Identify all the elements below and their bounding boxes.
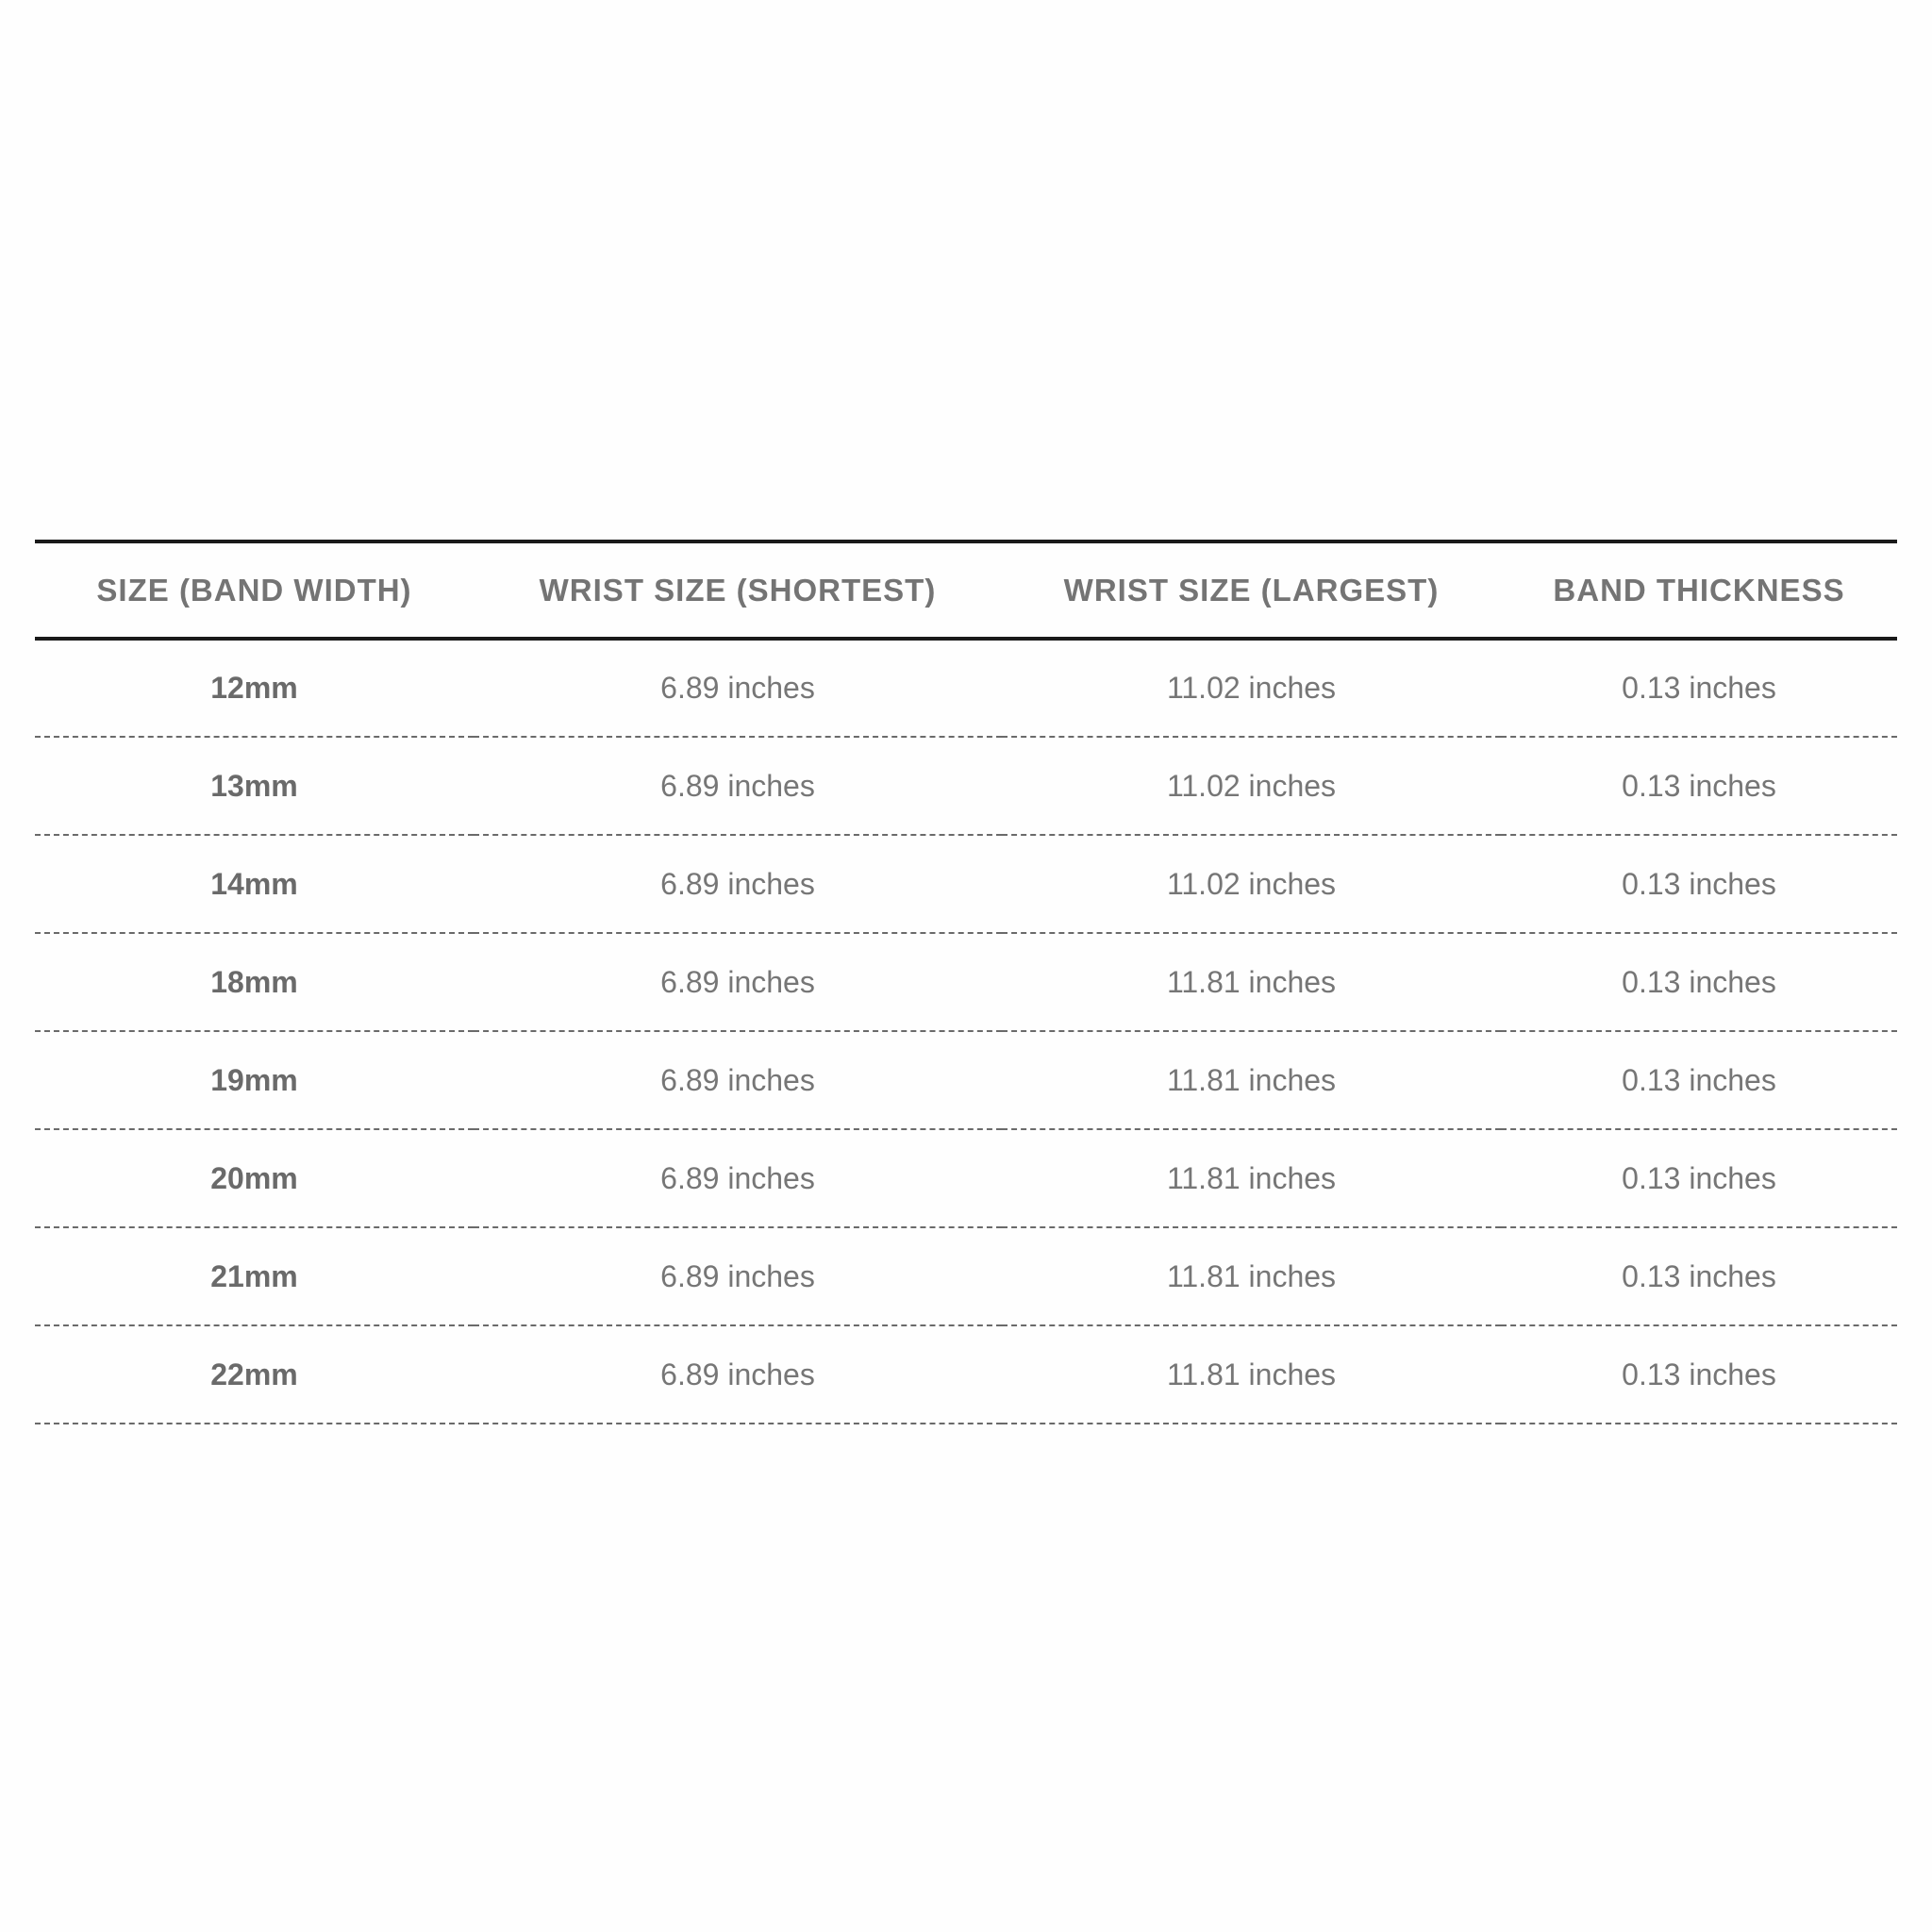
size-chart-table (35, 540, 1897, 1424)
wrist-largest-cell: 11.81 inches (1166, 964, 1337, 999)
band-thickness-cell: 0.13 inches (1622, 671, 1776, 705)
wrist-shortest-cell: 6.89 inches (660, 1160, 815, 1195)
wrist-shortest-cell: 6.89 inches (660, 1258, 815, 1293)
table-row (35, 933, 1897, 1031)
size-cell: 12mm (210, 671, 298, 705)
size-cell: 21mm (210, 1258, 298, 1293)
table-header (35, 541, 1897, 639)
header-band-thickness: BAND THICKNESS (1553, 572, 1845, 608)
band-thickness-cell: 0.13 inches (1622, 1062, 1776, 1097)
table-row (35, 835, 1897, 933)
band-thickness-cell: 0.13 inches (1622, 768, 1776, 803)
size-cell: 19mm (210, 1062, 298, 1097)
table-row (35, 1031, 1897, 1129)
table-row (35, 1325, 1897, 1424)
wrist-shortest-cell: 6.89 inches (660, 1357, 815, 1391)
wrist-largest-cell: 11.81 inches (1166, 1160, 1337, 1195)
size-chart-container (35, 540, 1897, 1424)
wrist-shortest-cell: 6.89 inches (660, 866, 815, 901)
wrist-largest-cell: 11.81 inches (1166, 1357, 1337, 1391)
wrist-largest-cell: 11.02 inches (1166, 866, 1337, 901)
wrist-largest-cell: 11.81 inches (1166, 1258, 1337, 1293)
wrist-shortest-cell: 6.89 inches (660, 964, 815, 999)
wrist-largest-cell: 11.02 inches (1166, 768, 1337, 803)
wrist-largest-cell: 11.02 inches (1166, 671, 1337, 705)
band-thickness-cell: 0.13 inches (1622, 1258, 1776, 1293)
wrist-shortest-cell: 6.89 inches (660, 671, 815, 705)
band-thickness-cell: 0.13 inches (1622, 1160, 1776, 1195)
size-cell: 22mm (210, 1357, 298, 1391)
header-row (35, 541, 1897, 639)
size-cell: 18mm (210, 964, 298, 999)
header-wrist-size-largest: WRIST SIZE (LARGEST) (1063, 572, 1440, 608)
size-cell: 20mm (210, 1160, 298, 1195)
table-body (35, 639, 1897, 1424)
header-wrist-size-shortest: WRIST SIZE (SHORTEST) (539, 572, 937, 608)
table-row (35, 639, 1897, 737)
table-row (35, 737, 1897, 835)
table-row (35, 1227, 1897, 1325)
header-size-band-width: SIZE (BAND WIDTH) (96, 572, 412, 608)
band-thickness-cell: 0.13 inches (1622, 866, 1776, 901)
size-cell: 14mm (210, 866, 298, 901)
band-thickness-cell: 0.13 inches (1622, 964, 1776, 999)
wrist-shortest-cell: 6.89 inches (660, 768, 815, 803)
band-thickness-cell: 0.13 inches (1622, 1357, 1776, 1391)
table-row (35, 1129, 1897, 1227)
wrist-largest-cell: 11.81 inches (1166, 1062, 1337, 1097)
wrist-shortest-cell: 6.89 inches (660, 1062, 815, 1097)
size-cell: 13mm (210, 768, 298, 803)
